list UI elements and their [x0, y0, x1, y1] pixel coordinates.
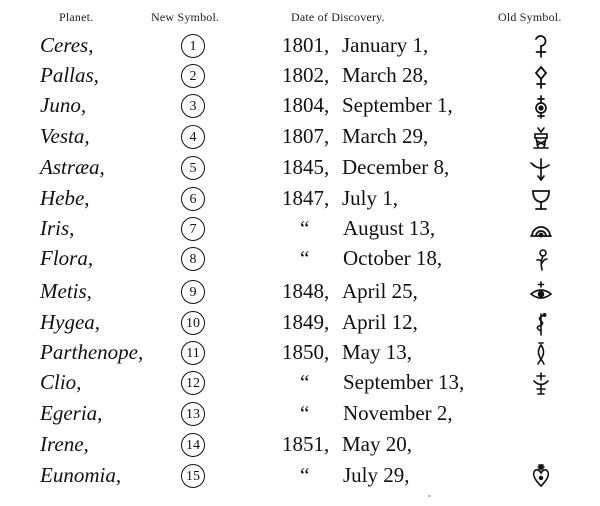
table-row [0, 124, 600, 154]
vesta-altar-icon [528, 125, 554, 151]
new-symbol-circled-number: 8 [181, 247, 205, 271]
planet-name: Pallas, [40, 63, 99, 87]
new-symbol-circled-number: 2 [181, 64, 205, 88]
table-row [0, 63, 600, 93]
juno-star-sceptre-icon [528, 94, 554, 120]
new-symbol-circled-number: 9 [181, 280, 205, 304]
discovery-date: January 1, [342, 33, 429, 57]
parthenope-fish-icon [528, 341, 554, 367]
discovery-year: 1851, [282, 432, 330, 456]
discovery-date: April 25, [342, 279, 418, 303]
new-symbol-circled-number: 12 [181, 371, 205, 395]
ditto-mark: “ [300, 401, 310, 425]
new-symbol-circled-number: 3 [181, 94, 205, 118]
new-symbol-circled-number: 11 [181, 341, 205, 365]
ditto-mark: “ [300, 246, 310, 270]
planet-name: Ceres, [40, 33, 94, 57]
ceres-sickle-icon [528, 34, 554, 60]
header-date-of-discovery: Date of Discovery. [291, 10, 385, 24]
page-speck [428, 495, 431, 497]
discovery-date: April 12, [342, 310, 418, 334]
new-symbol-circled-number: 6 [181, 187, 205, 211]
discovery-date: July 1, [342, 186, 399, 210]
new-symbol-circled-number: 5 [181, 156, 205, 180]
new-symbol-circled-number: 10 [181, 311, 205, 335]
discovery-date: October 18, [343, 246, 443, 270]
discovery-date: December 8, [342, 155, 450, 179]
planet-name: Egeria, [40, 401, 103, 425]
table-row [0, 432, 600, 462]
table-row [0, 310, 600, 340]
discovery-date: May 13, [342, 340, 412, 364]
discovery-year: 1848, [282, 279, 330, 303]
ditto-mark: “ [300, 463, 310, 487]
hygea-serpent-icon [528, 311, 554, 337]
table-row [0, 401, 600, 431]
table-row [0, 155, 600, 185]
planet-name: Vesta, [40, 124, 90, 148]
clio-star-icon [528, 371, 554, 397]
discovery-date: September 13, [343, 370, 465, 394]
planet-name: Irene, [40, 432, 89, 456]
new-symbol-circled-number: 7 [181, 217, 205, 241]
discovery-date: November 2, [343, 401, 453, 425]
planet-name: Iris, [40, 216, 75, 240]
table-row [0, 186, 600, 216]
planet-name: Astræa, [40, 155, 105, 179]
discovery-date: August 13, [343, 216, 436, 240]
discovery-year: 1804, [282, 93, 330, 117]
discovery-year: 1802, [282, 63, 330, 87]
new-symbol-circled-number: 4 [181, 125, 205, 149]
table-row [0, 93, 600, 123]
planet-name: Juno, [40, 93, 87, 117]
metis-eye-icon [528, 280, 554, 306]
discovery-year: 1807, [282, 124, 330, 148]
header-new-symbol: New Symbol. [151, 10, 220, 24]
discovery-year: 1801, [282, 33, 330, 57]
planet-name: Flora, [40, 246, 94, 270]
table-row [0, 463, 600, 493]
discovery-year: 1847, [282, 186, 330, 210]
table-row [0, 246, 600, 276]
astraea-anchor-icon [528, 156, 554, 182]
planet-name: Hebe, [40, 186, 90, 210]
table-row [0, 216, 600, 246]
planet-name: Metis, [40, 279, 92, 303]
ditto-mark: “ [300, 370, 310, 394]
new-symbol-circled-number: 15 [181, 464, 205, 488]
pallas-spear-icon [528, 64, 554, 90]
hebe-cup-icon [528, 187, 554, 213]
iris-rainbow-icon [528, 217, 554, 243]
table-row [0, 33, 600, 63]
planet-name: Eunomia, [40, 463, 122, 487]
new-symbol-circled-number: 13 [181, 402, 205, 426]
discovery-year: 1849, [282, 310, 330, 334]
new-symbol-circled-number: 1 [181, 34, 205, 58]
discovery-date: September 1, [342, 93, 453, 117]
discovery-year: 1850, [282, 340, 330, 364]
new-symbol-circled-number: 14 [181, 433, 205, 457]
table-row [0, 279, 600, 309]
ditto-mark: “ [300, 216, 310, 240]
table-row [0, 340, 600, 370]
discovery-date: March 28, [342, 63, 429, 87]
flora-flower-icon [528, 247, 554, 273]
header-old-symbol: Old Symbol. [498, 10, 562, 24]
table-row [0, 370, 600, 400]
planet-name: Clio, [40, 370, 82, 394]
discovery-date: May 20, [342, 432, 412, 456]
planet-name: Hygea, [40, 310, 101, 334]
header-planet: Planet. [59, 10, 94, 24]
planet-name: Parthenope, [40, 340, 144, 364]
discovery-date: July 29, [343, 463, 410, 487]
discovery-year: 1845, [282, 155, 330, 179]
eunomia-heart-star-icon [528, 464, 554, 490]
discovery-date: March 29, [342, 124, 429, 148]
